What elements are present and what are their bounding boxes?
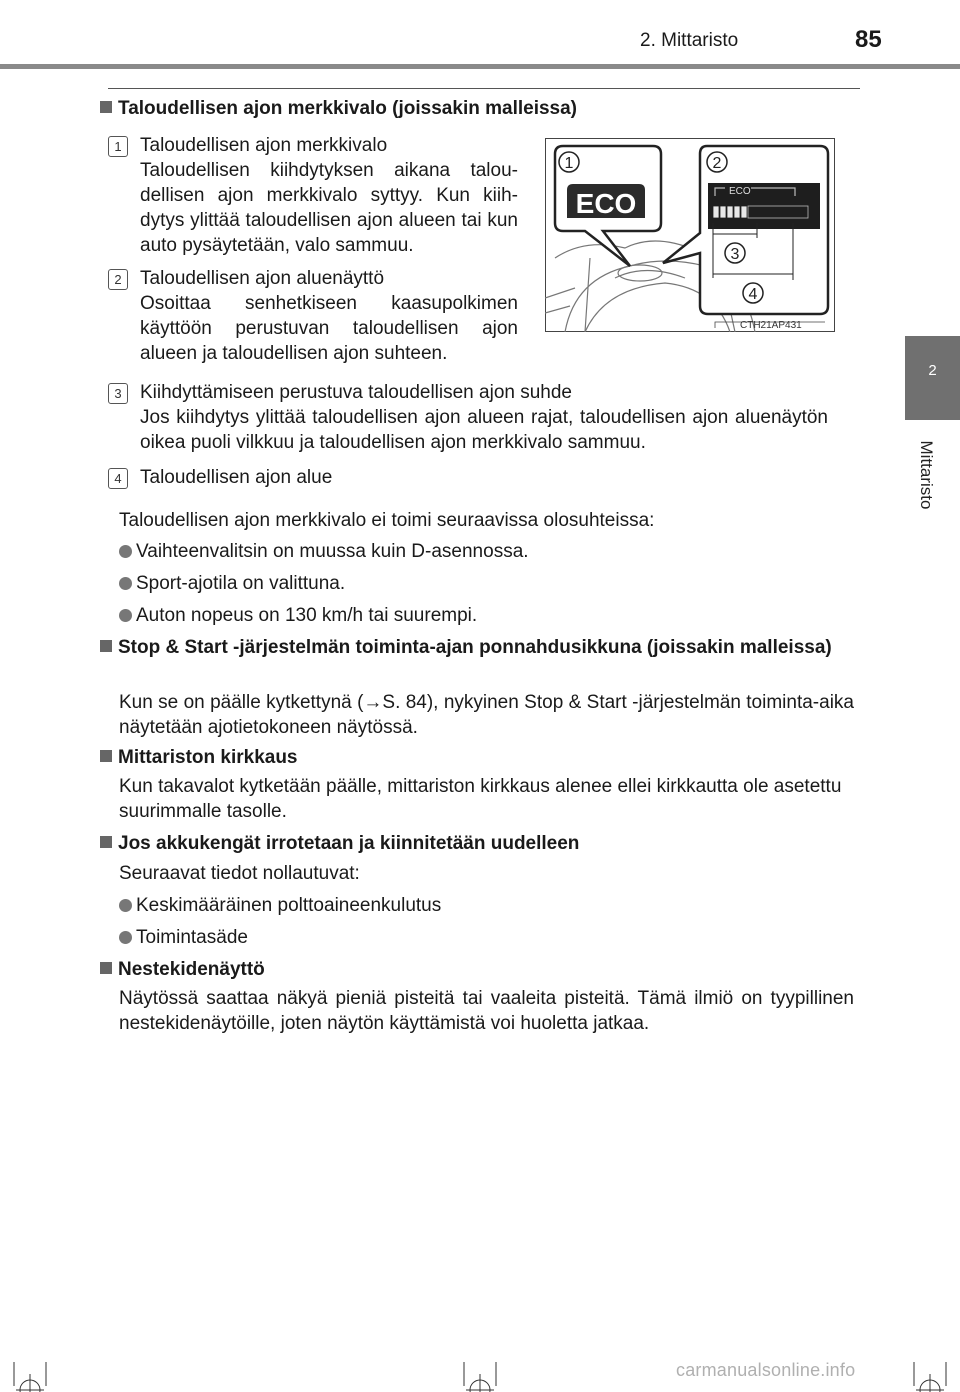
stop-start-text: Kun se on päälle kytkettynä (→S. 84), nykyinen Stop & Start -järjestelmän toiminta-aika näytetään ajotietokoneen näytössä. <box>119 692 854 738</box>
item-3-title: Kiihdyttämiseen perustuva taloudellisen ajon suhde <box>140 382 572 403</box>
eco-badge-text: ECO <box>575 188 637 219</box>
reset-item: Keskimääräinen polttoaineenkulutus <box>119 893 441 918</box>
figure-code: CTH21AP431 <box>740 320 802 331</box>
bullet-dot-icon <box>119 545 132 558</box>
lcd-text: Näytössä saattaa näkyä pieniä pisteitä tai vaaleita pisteitä. Tämä ilmiö on tyypillinen nestekidenäytöille, joten näytön käyttämistä voi huoletta jatkaa. <box>119 988 854 1034</box>
chapter-tab-label: Mittaristo <box>917 440 936 510</box>
chapter-tab: 2 <box>905 336 960 420</box>
item-1-text: Taloudellisen kiihdytyksen aikana talou-dellisen ajon merkkivalo syttyy. Kun kiih-dytys ylittää taloudellisen ajon alueen tai kun auto pysäytetään, valo sammuu. <box>140 160 518 256</box>
square-bullet-icon <box>100 640 112 652</box>
header-rule <box>0 64 960 69</box>
stop-start-heading: Stop & Start -järjestelmän toiminta-ajan ponnahdusikkuna (joissakin malleissa) <box>100 635 860 661</box>
watermark: carmanualsonline.info <box>676 1360 856 1380</box>
item-number-2: 2 <box>108 269 128 290</box>
eco-section-heading: Taloudellisen ajon merkkivalo (joissakin malleissa) <box>100 96 860 122</box>
callout-3-number: 3 <box>730 246 740 263</box>
condition-item: Auton nopeus on 130 km/h tai suurempi. <box>119 603 477 628</box>
battery-heading: Jos akkukengät irrotetaan ja kiinnitetään uudelleen <box>100 831 860 857</box>
callout-4-number: 4 <box>748 286 758 303</box>
condition-item: Vaihteenvalitsin on muussa kuin D-asennossa. <box>119 539 529 564</box>
brightness-text: Kun takavalot kytketään päälle, mittariston kirkkaus alenee ellei kirkkautta ole asetettu suurimmalle tasolle. <box>119 776 842 822</box>
lcd-heading: Nestekidenäyttö <box>100 957 860 983</box>
condition-item: Sport-ajotila on valittuna. <box>119 571 345 596</box>
reset-item: Toimintasäde <box>119 925 248 950</box>
eco-indicator-figure <box>545 138 835 332</box>
bullet-dot-icon <box>119 609 132 622</box>
item-number-1: 1 <box>108 136 128 157</box>
square-bullet-icon <box>100 750 112 762</box>
bullet-dot-icon <box>119 577 132 590</box>
item-2-text: Osoittaa senhetkiseen kaasupolkimen käyttöön perustuvan taloudellisen ajon alueen ja taloudellisen ajon suhteen. <box>140 293 518 364</box>
display-eco-label: ECO <box>729 186 751 197</box>
battery-intro: Seuraavat tiedot nollautuvat: <box>119 863 360 884</box>
bullet-dot-icon <box>119 899 132 912</box>
item-4-title: Taloudellisen ajon alue <box>140 467 333 488</box>
callout-2-number: 2 <box>712 155 722 172</box>
page-number: 85 <box>855 26 882 53</box>
chapter-title: 2. Mittaristo <box>640 30 739 51</box>
section-rule <box>108 88 860 89</box>
item-3-text: Jos kiihdytys ylittää taloudellisen ajon alueen rajat, taloudellisen ajon aluenäytön oikea puoli vilkkuu ja taloudellisen ajon merkkivalo sammuu. <box>140 407 828 453</box>
bullet-dot-icon <box>119 931 132 944</box>
square-bullet-icon <box>100 836 112 848</box>
eco-conditions-intro: Taloudellisen ajon merkkivalo ei toimi seuraavissa olosuhteissa: <box>119 510 655 531</box>
item-number-3: 3 <box>108 383 128 404</box>
square-bullet-icon <box>100 101 112 113</box>
callout-1-number: 1 <box>564 155 574 172</box>
item-2-title: Taloudellisen ajon aluenäyttö <box>140 268 385 289</box>
brightness-heading: Mittariston kirkkaus <box>100 745 860 771</box>
item-number-4: 4 <box>108 468 128 489</box>
square-bullet-icon <box>100 962 112 974</box>
item-1-title: Taloudellisen ajon merkkivalo <box>140 135 388 156</box>
